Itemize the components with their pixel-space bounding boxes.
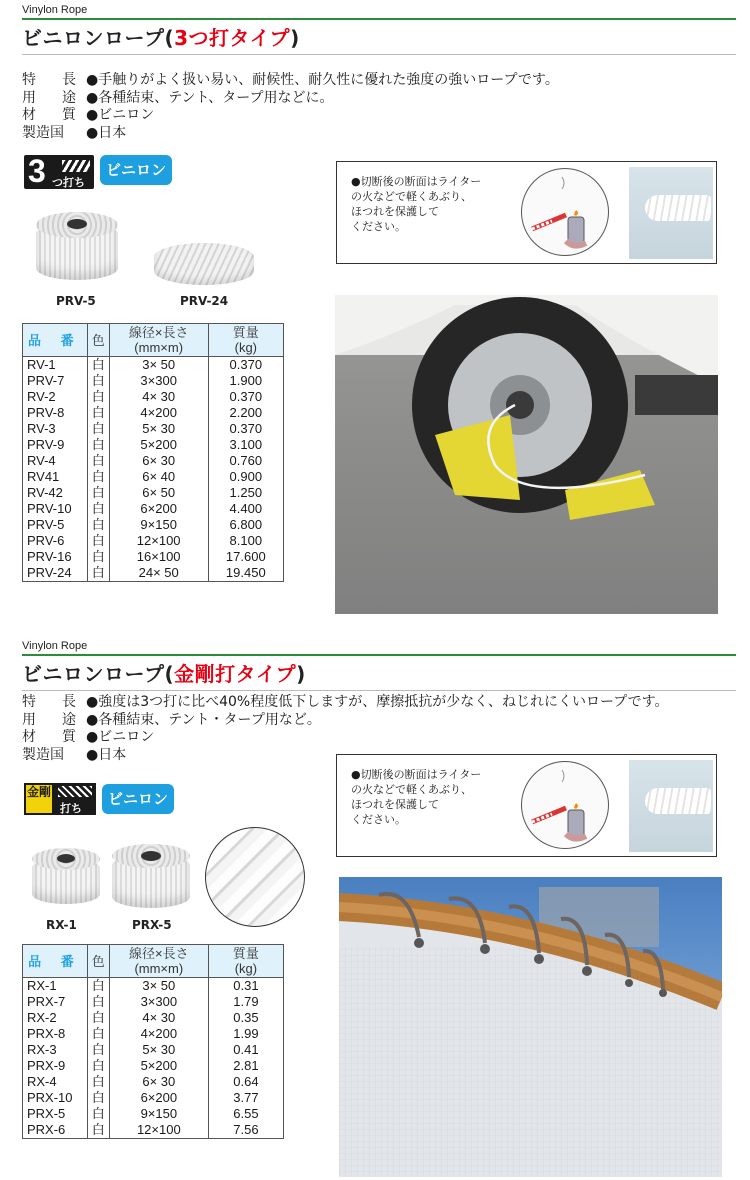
note-line: ●切断後の断面はライター [351, 175, 482, 188]
cut-end-note [336, 754, 717, 857]
header-color: 色 [87, 945, 109, 978]
table-row [23, 1058, 284, 1074]
part-no-cell: PRX-6 [23, 1122, 88, 1139]
material-badge: ビニロン [100, 155, 172, 185]
table-row [23, 533, 284, 549]
product-label: PRX-5 [132, 918, 172, 932]
braided-badge [24, 783, 96, 815]
part-no-cell: RX-2 [23, 1010, 88, 1026]
part-no-cell: RV-3 [23, 421, 88, 437]
weight-cell: 0.31 [208, 978, 283, 995]
dimension-cell: 3× 50 [109, 978, 208, 995]
badge-sub: つ打ち [52, 176, 85, 189]
weight-cell: 0.64 [208, 1074, 283, 1090]
part-no-cell: RV41 [23, 469, 88, 485]
dimension-cell: 6× 30 [109, 453, 208, 469]
header-dimension [109, 945, 208, 978]
wheel-chock-photo [335, 295, 718, 614]
color-cell: 白 [87, 421, 109, 437]
table-row [23, 978, 284, 995]
strand-stripes-icon [62, 160, 90, 172]
rope-end-photo [629, 760, 713, 852]
weight-cell: 3.77 [208, 1090, 283, 1106]
color-cell: 白 [87, 533, 109, 549]
series-label: Vinylon Rope [22, 640, 88, 652]
dimension-cell: 5× 30 [109, 1042, 208, 1058]
dimension-cell: 6×200 [109, 501, 208, 517]
weight-cell: 7.56 [208, 1122, 283, 1139]
spec-label: 製造国 [22, 746, 64, 763]
table-row [23, 437, 284, 453]
coil-image-prv24 [154, 243, 254, 285]
weight-cell: 1.900 [208, 373, 283, 389]
note-line: ください。 [351, 813, 406, 826]
spec-row [22, 125, 559, 143]
spec-label: 用 途 [22, 711, 82, 728]
part-no-cell: PRX-10 [23, 1090, 88, 1106]
weight-cell: 4.400 [208, 501, 283, 517]
dimension-cell: 24× 50 [109, 565, 208, 582]
title-end: ) [290, 26, 300, 50]
dimension-cell: 3×300 [109, 373, 208, 389]
color-cell: 白 [87, 453, 109, 469]
table-row [23, 1074, 284, 1090]
net-fence-photo [339, 877, 722, 1177]
table-row [23, 517, 284, 533]
color-cell: 白 [87, 437, 109, 453]
dimension-cell: 6× 50 [109, 485, 208, 501]
weight-cell: 0.370 [208, 421, 283, 437]
title-underline [22, 690, 736, 691]
note-line: ほつれを保護して [351, 798, 439, 811]
table-row [23, 469, 284, 485]
badge-number: 3 [28, 153, 46, 189]
weight-cell: 0.41 [208, 1042, 283, 1058]
header-part-no: 品 番 [23, 945, 88, 978]
spool-image-prv5 [36, 212, 118, 282]
spec-label: 材 質 [22, 107, 82, 123]
color-cell: 白 [87, 1090, 109, 1106]
part-no-cell: PRX-9 [23, 1058, 88, 1074]
color-cell: 白 [87, 389, 109, 405]
weight-cell: 19.450 [208, 565, 283, 582]
spec-row [22, 107, 559, 125]
weight-cell: 0.370 [208, 389, 283, 405]
lighter-illustration-icon [521, 168, 609, 256]
product-label: PRV-5 [56, 294, 96, 308]
spec-value: ●ビニロン [86, 729, 155, 745]
note-line: の火などで軽くあぶり、 [351, 190, 472, 203]
title-end: ) [296, 662, 306, 686]
color-cell: 白 [87, 405, 109, 421]
color-cell: 白 [87, 501, 109, 517]
weight-cell: 0.35 [208, 1010, 283, 1026]
note-line: ほつれを保護して [351, 205, 439, 218]
part-no-cell: PRV-6 [23, 533, 88, 549]
table-row [23, 1106, 284, 1122]
part-no-cell: PRV-7 [23, 373, 88, 389]
title-accent: 3つ打タイプ [174, 26, 291, 50]
part-no-cell: PRX-8 [23, 1026, 88, 1042]
badge-kongo-text: 金剛 [26, 785, 52, 813]
spec-value: ●日本 [86, 124, 127, 141]
weight-cell: 8.100 [208, 533, 283, 549]
spec-label: 特 長 [22, 694, 82, 710]
weight-cell: 1.99 [208, 1026, 283, 1042]
table-row [23, 405, 284, 421]
dimension-cell: 6× 30 [109, 1074, 208, 1090]
title-accent: 金剛打タイプ [174, 662, 297, 686]
header-dim-line2: (mm×m) [134, 961, 184, 976]
dimension-cell: 16×100 [109, 549, 208, 565]
table-row [23, 1026, 284, 1042]
part-no-cell: PRX-5 [23, 1106, 88, 1122]
dimension-cell: 5×200 [109, 437, 208, 453]
part-no-cell: PRV-8 [23, 405, 88, 421]
color-cell: 白 [87, 1058, 109, 1074]
note-line: の火などで軽くあぶり、 [351, 783, 472, 796]
series-label: Vinylon Rope [22, 4, 88, 16]
dimension-cell: 4×200 [109, 405, 208, 421]
color-cell: 白 [87, 978, 109, 995]
spec-label: 製造国 [22, 124, 64, 141]
part-no-cell: PRV-9 [23, 437, 88, 453]
spec-value: ●強度は3つ打に比べ40%程度低下しますが、摩擦抵抗が少なく、ねじれにくいロープです。 [86, 694, 669, 710]
table-row [23, 565, 284, 582]
part-no-cell: PRV-10 [23, 501, 88, 517]
rope-closeup-image [205, 827, 305, 927]
three-strand-badge [24, 155, 94, 189]
product-title [22, 658, 306, 687]
color-cell: 白 [87, 565, 109, 582]
spec-value: ●手触りがよく扱い易い、耐候性、耐久性に優れた強度の強いロープです。 [86, 72, 559, 88]
note-text [351, 174, 481, 234]
weight-cell: 0.760 [208, 453, 283, 469]
weight-cell: 6.800 [208, 517, 283, 533]
product-label: PRV-24 [180, 294, 229, 308]
section-braided [0, 636, 750, 1180]
part-no-cell: PRV-5 [23, 517, 88, 533]
part-no-cell: RX-3 [23, 1042, 88, 1058]
header-color: 色 [87, 324, 109, 357]
spec-label: 特 長 [22, 72, 82, 88]
header-weight [208, 945, 283, 978]
spec-value: ●ビニロン [86, 107, 155, 123]
title-rule [22, 654, 736, 656]
part-no-cell: RX-1 [23, 978, 88, 995]
part-no-cell: RV-2 [23, 389, 88, 405]
weight-cell: 1.79 [208, 994, 283, 1010]
table-row [23, 485, 284, 501]
spec-row [22, 712, 669, 730]
table-row [23, 1090, 284, 1106]
title-rule [22, 18, 736, 20]
part-no-cell: RV-42 [23, 485, 88, 501]
color-cell: 白 [87, 549, 109, 565]
dimension-cell: 6× 40 [109, 469, 208, 485]
product-title [22, 22, 300, 51]
title-main: ビニロンロープ( [22, 26, 175, 50]
spec-list [22, 72, 559, 142]
header-wt-line2: (kg) [234, 961, 258, 976]
weight-cell: 2.200 [208, 405, 283, 421]
table-body [23, 357, 284, 582]
dimension-cell: 3×300 [109, 994, 208, 1010]
dimension-cell: 6×200 [109, 1090, 208, 1106]
table-row [23, 453, 284, 469]
color-cell: 白 [87, 373, 109, 389]
color-cell: 白 [87, 1106, 109, 1122]
spec-row [22, 729, 669, 747]
note-text [351, 767, 481, 827]
weight-cell: 2.81 [208, 1058, 283, 1074]
table-row [23, 994, 284, 1010]
lighter-illustration-icon [521, 761, 609, 849]
color-cell: 白 [87, 1042, 109, 1058]
table-header-row [23, 324, 284, 357]
part-no-cell: PRX-7 [23, 994, 88, 1010]
spec-value: ●日本 [86, 746, 127, 763]
dimension-cell: 9×150 [109, 1106, 208, 1122]
table-row [23, 421, 284, 437]
color-cell: 白 [87, 1122, 109, 1139]
table-row [23, 1042, 284, 1058]
color-cell: 白 [87, 1074, 109, 1090]
product-label: RX-1 [46, 918, 77, 932]
title-underline [22, 54, 736, 55]
spec-row [22, 72, 559, 90]
header-wt-line2: (kg) [234, 340, 257, 355]
weight-cell: 1.250 [208, 485, 283, 501]
spec-table [22, 944, 284, 1139]
color-cell: 白 [87, 357, 109, 374]
dimension-cell: 5×200 [109, 1058, 208, 1074]
part-no-cell: RX-4 [23, 1074, 88, 1090]
note-line: ●切断後の断面はライター [351, 768, 482, 781]
spec-value: ●各種結束、テント、タープ用などに。 [86, 89, 334, 106]
table-row [23, 1010, 284, 1026]
weight-cell: 17.600 [208, 549, 283, 565]
braid-pattern-icon [58, 786, 92, 797]
header-weight [208, 324, 283, 357]
color-cell: 白 [87, 485, 109, 501]
dimension-cell: 9×150 [109, 517, 208, 533]
part-no-cell: PRV-16 [23, 549, 88, 565]
header-dim-line2: (mm×m) [134, 340, 184, 355]
part-no-cell: RV-1 [23, 357, 88, 374]
header-dimension [109, 324, 208, 357]
spool-image-prx5 [112, 844, 190, 910]
note-line: ください。 [351, 220, 406, 233]
dimension-cell: 3× 50 [109, 357, 208, 374]
part-no-cell: RV-4 [23, 453, 88, 469]
dimension-cell: 4× 30 [109, 1010, 208, 1026]
badge-sub: 打ち [60, 802, 82, 815]
weight-cell: 0.900 [208, 469, 283, 485]
dimension-cell: 4×200 [109, 1026, 208, 1042]
dimension-cell: 4× 30 [109, 389, 208, 405]
table-row [23, 501, 284, 517]
cut-end-note [336, 161, 717, 264]
table-header-row [23, 945, 284, 978]
header-wt-line1: 質量 [232, 946, 259, 961]
spec-row [22, 694, 669, 712]
part-no-cell: PRV-24 [23, 565, 88, 582]
weight-cell: 6.55 [208, 1106, 283, 1122]
color-cell: 白 [87, 469, 109, 485]
title-main: ビニロンロープ( [22, 662, 175, 686]
spec-label: 用 途 [22, 89, 82, 106]
table-row [23, 357, 284, 374]
table-body [23, 978, 284, 1139]
table-row [23, 389, 284, 405]
material-badge: ビニロン [102, 784, 174, 814]
header-dim-line1: 線径×長さ [129, 946, 189, 961]
color-cell: 白 [87, 517, 109, 533]
spool-image-rx1 [32, 848, 100, 906]
spec-row [22, 90, 559, 108]
spec-value: ●各種結束、テント・タープ用など。 [86, 711, 321, 728]
dimension-cell: 12×100 [109, 1122, 208, 1139]
table-row [23, 549, 284, 565]
header-wt-line1: 質量 [232, 325, 259, 340]
dimension-cell: 5× 30 [109, 421, 208, 437]
spec-label: 材 質 [22, 729, 82, 745]
rope-end-photo [629, 167, 713, 259]
color-cell: 白 [87, 1010, 109, 1026]
header-dim-line1: 線径×長さ [128, 325, 189, 340]
spec-table [22, 323, 284, 582]
color-cell: 白 [87, 1026, 109, 1042]
color-cell: 白 [87, 994, 109, 1010]
table-row [23, 373, 284, 389]
weight-cell: 3.100 [208, 437, 283, 453]
table-row [23, 1122, 284, 1139]
weight-cell: 0.370 [208, 357, 283, 374]
header-part-no: 品 番 [23, 324, 88, 357]
dimension-cell: 12×100 [109, 533, 208, 549]
